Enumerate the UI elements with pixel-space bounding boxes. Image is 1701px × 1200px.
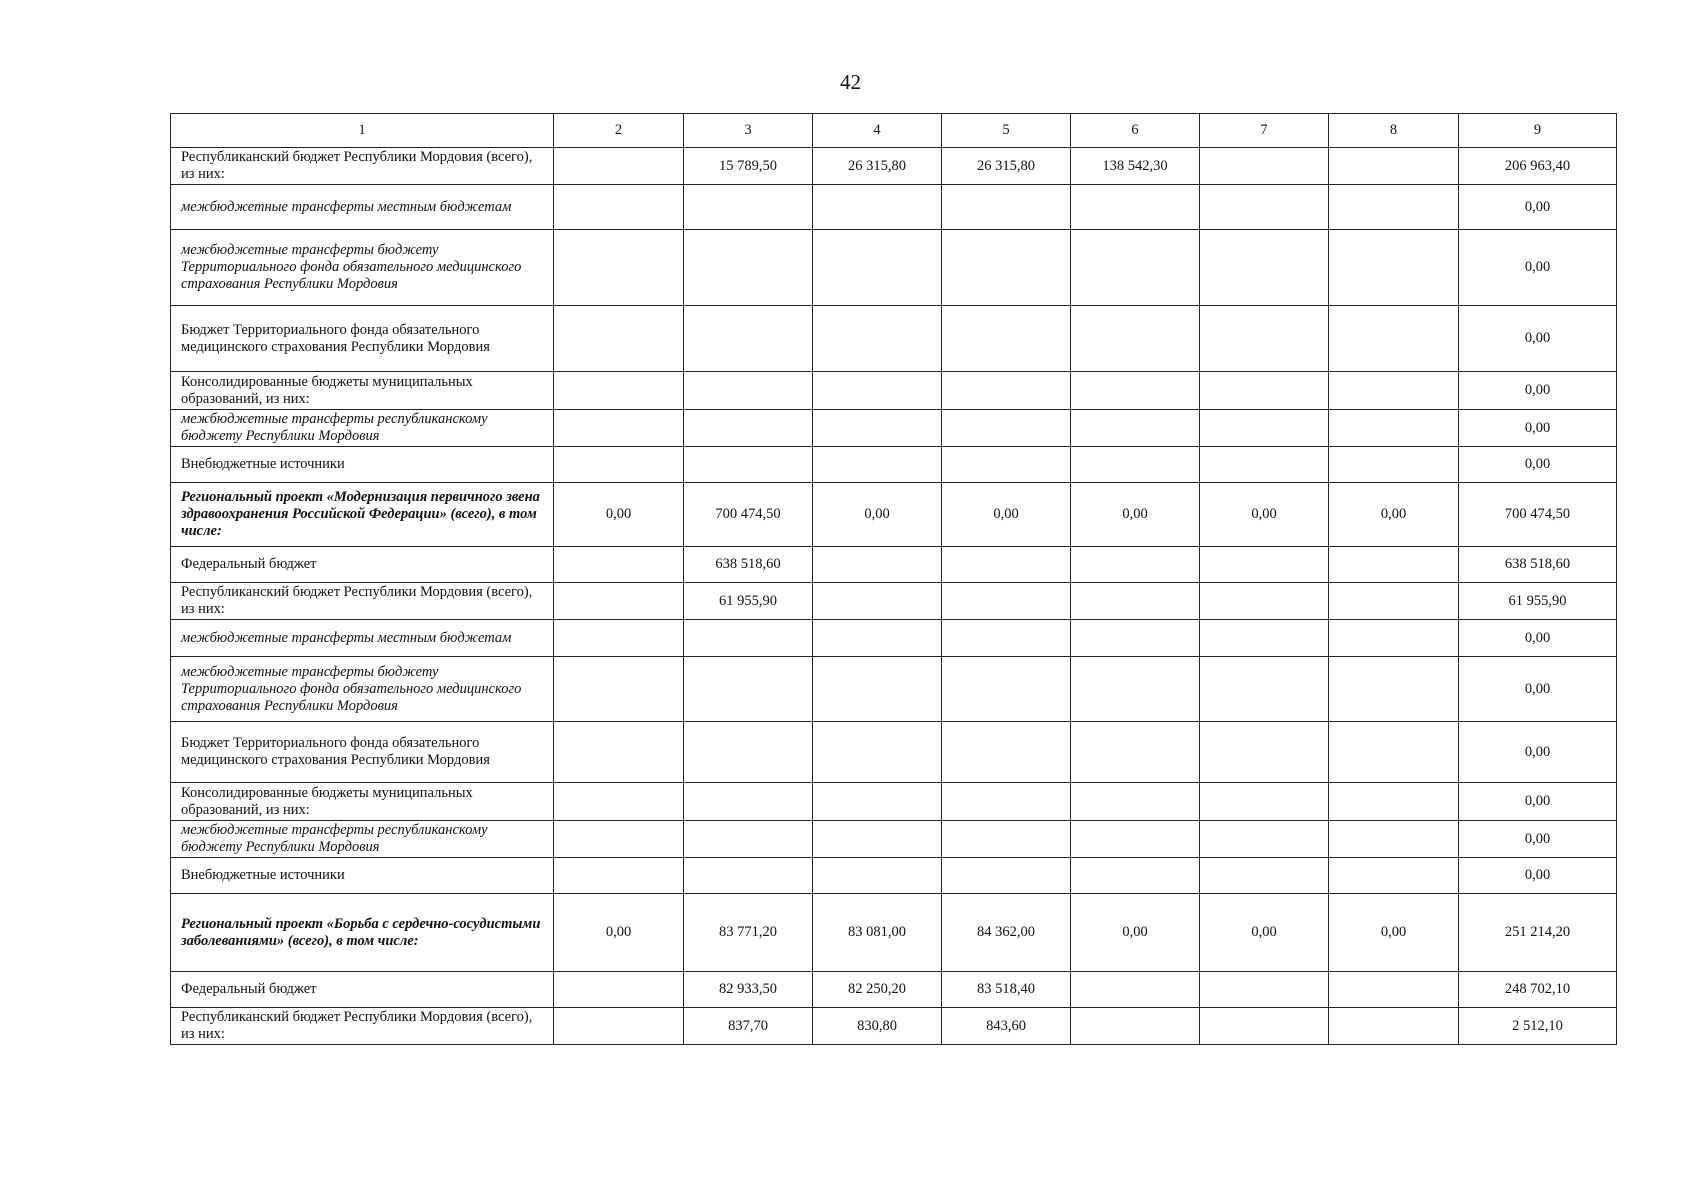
row-label: Внебюджетные источники (171, 447, 554, 483)
value-cell (554, 185, 684, 230)
value-cell (813, 583, 942, 620)
value-cell (1329, 306, 1459, 372)
value-cell (554, 547, 684, 583)
value-cell (942, 722, 1071, 783)
column-header: 7 (1200, 114, 1329, 148)
value-cell (1071, 230, 1200, 306)
table-row (171, 972, 1617, 1008)
value-cell (1071, 410, 1200, 447)
value-cell: 0,00 (1459, 410, 1617, 447)
value-cell (1329, 972, 1459, 1008)
value-cell: 26 315,80 (942, 148, 1071, 185)
value-cell: 83 518,40 (942, 972, 1071, 1008)
column-header: 9 (1459, 114, 1617, 148)
value-cell: 0,00 (1071, 483, 1200, 547)
value-cell (554, 858, 684, 894)
value-cell: 0,00 (1459, 657, 1617, 722)
value-cell (942, 185, 1071, 230)
value-cell (813, 858, 942, 894)
value-cell (1329, 620, 1459, 657)
value-cell (813, 372, 942, 410)
value-cell (1071, 972, 1200, 1008)
value-cell (813, 657, 942, 722)
header-row (171, 114, 1617, 148)
value-cell: 0,00 (1459, 783, 1617, 821)
table-row (171, 657, 1617, 722)
row-label: Федеральный бюджет (171, 972, 554, 1008)
value-cell (1071, 583, 1200, 620)
value-cell (1329, 783, 1459, 821)
row-label: межбюджетные трансферты бюджету Территориального фонда обязательного медицинского страхования Республики Мордовия (171, 230, 554, 306)
value-cell (1200, 583, 1329, 620)
value-cell (554, 583, 684, 620)
value-cell (813, 547, 942, 583)
value-cell (684, 410, 813, 447)
value-cell (684, 858, 813, 894)
value-cell (813, 447, 942, 483)
value-cell (554, 306, 684, 372)
value-cell: 248 702,10 (1459, 972, 1617, 1008)
value-cell: 0,00 (1459, 821, 1617, 858)
value-cell: 15 789,50 (684, 148, 813, 185)
row-label: Внебюджетные источники (171, 858, 554, 894)
value-cell (942, 783, 1071, 821)
value-cell (1200, 821, 1329, 858)
value-cell (554, 657, 684, 722)
value-cell (1329, 1008, 1459, 1045)
value-cell: 0,00 (1071, 894, 1200, 972)
value-cell: 0,00 (1200, 483, 1329, 547)
value-cell: 843,60 (942, 1008, 1071, 1045)
row-label: межбюджетные трансферты местным бюджетам (171, 620, 554, 657)
value-cell: 82 933,50 (684, 972, 813, 1008)
value-cell (554, 148, 684, 185)
value-cell (813, 410, 942, 447)
value-cell (1200, 185, 1329, 230)
value-cell: 61 955,90 (684, 583, 813, 620)
column-header: 1 (171, 114, 554, 148)
column-header: 3 (684, 114, 813, 148)
value-cell (554, 821, 684, 858)
table-row (171, 821, 1617, 858)
row-label: Бюджет Территориального фонда обязательного медицинского страхования Республики Мордовия (171, 722, 554, 783)
value-cell (684, 306, 813, 372)
table-row (171, 185, 1617, 230)
value-cell: 0,00 (1459, 372, 1617, 410)
value-cell (1329, 410, 1459, 447)
value-cell: 638 518,60 (1459, 547, 1617, 583)
value-cell (942, 372, 1071, 410)
page-number: 42 (840, 70, 861, 94)
column-header: 6 (1071, 114, 1200, 148)
value-cell (942, 620, 1071, 657)
column-header: 2 (554, 114, 684, 148)
value-cell (942, 821, 1071, 858)
value-cell (1071, 620, 1200, 657)
value-cell (1071, 447, 1200, 483)
value-cell (942, 583, 1071, 620)
value-cell: 61 955,90 (1459, 583, 1617, 620)
value-cell: 638 518,60 (684, 547, 813, 583)
value-cell (942, 306, 1071, 372)
value-cell: 830,80 (813, 1008, 942, 1045)
value-cell (554, 620, 684, 657)
value-cell (813, 620, 942, 657)
value-cell: 84 362,00 (942, 894, 1071, 972)
value-cell (1329, 185, 1459, 230)
value-cell (1071, 783, 1200, 821)
value-cell: 0,00 (1200, 894, 1329, 972)
value-cell (813, 821, 942, 858)
value-cell: 0,00 (942, 483, 1071, 547)
value-cell (1200, 620, 1329, 657)
table-row (171, 410, 1617, 447)
value-cell (942, 447, 1071, 483)
value-cell (554, 230, 684, 306)
value-cell (554, 783, 684, 821)
value-cell (942, 657, 1071, 722)
value-cell (554, 1008, 684, 1045)
value-cell: 0,00 (554, 483, 684, 547)
table-row (171, 722, 1617, 783)
value-cell (1329, 148, 1459, 185)
value-cell (1071, 821, 1200, 858)
value-cell (1200, 410, 1329, 447)
value-cell (1200, 372, 1329, 410)
value-cell: 0,00 (1459, 620, 1617, 657)
value-cell (1200, 972, 1329, 1008)
value-cell (554, 972, 684, 1008)
value-cell (1329, 447, 1459, 483)
value-cell: 0,00 (1459, 447, 1617, 483)
row-label: Региональный проект «Борьба с сердечно-сосудистыми заболеваниями» (всего), в том числе: (171, 894, 554, 972)
value-cell (1329, 230, 1459, 306)
row-label: Консолидированные бюджеты муниципальных образований, из них: (171, 783, 554, 821)
value-cell (1200, 722, 1329, 783)
table-row (171, 372, 1617, 410)
value-cell (813, 722, 942, 783)
value-cell: 83 081,00 (813, 894, 942, 972)
row-label: межбюджетные трансферты республиканскому бюджету Республики Мордовия (171, 410, 554, 447)
value-cell (1200, 447, 1329, 483)
value-cell (1200, 1008, 1329, 1045)
value-cell (1071, 657, 1200, 722)
value-cell (684, 372, 813, 410)
table-row (171, 148, 1617, 185)
table-row (171, 858, 1617, 894)
column-header: 4 (813, 114, 942, 148)
value-cell (1200, 230, 1329, 306)
column-header: 8 (1329, 114, 1459, 148)
value-cell (942, 547, 1071, 583)
value-cell (1200, 858, 1329, 894)
value-cell (684, 230, 813, 306)
value-cell (554, 372, 684, 410)
value-cell (1071, 858, 1200, 894)
budget-table (170, 113, 1617, 1045)
value-cell (1329, 722, 1459, 783)
table-row (171, 1008, 1617, 1045)
value-cell (684, 783, 813, 821)
row-label: Консолидированные бюджеты муниципальных образований, из них: (171, 372, 554, 410)
table-row (171, 230, 1617, 306)
table-row (171, 620, 1617, 657)
value-cell: 0,00 (554, 894, 684, 972)
value-cell (684, 657, 813, 722)
value-cell (1071, 547, 1200, 583)
value-cell (1329, 821, 1459, 858)
value-cell (942, 230, 1071, 306)
row-label: Бюджет Территориального фонда обязательного медицинского страхования Республики Мордовия (171, 306, 554, 372)
row-label: межбюджетные трансферты местным бюджетам (171, 185, 554, 230)
value-cell (554, 722, 684, 783)
value-cell (684, 620, 813, 657)
value-cell (684, 821, 813, 858)
value-cell (1200, 547, 1329, 583)
value-cell: 0,00 (1459, 230, 1617, 306)
value-cell: 82 250,20 (813, 972, 942, 1008)
value-cell (1329, 372, 1459, 410)
value-cell (942, 410, 1071, 447)
value-cell (813, 230, 942, 306)
value-cell (1329, 583, 1459, 620)
value-cell (1200, 148, 1329, 185)
value-cell: 700 474,50 (684, 483, 813, 547)
value-cell: 0,00 (1459, 722, 1617, 783)
value-cell (1329, 858, 1459, 894)
value-cell: 2 512,10 (1459, 1008, 1617, 1045)
row-label: Республиканский бюджет Республики Мордовия (всего), из них: (171, 148, 554, 185)
value-cell (1200, 657, 1329, 722)
row-label: Республиканский бюджет Республики Мордовия (всего), из них: (171, 583, 554, 620)
value-cell: 700 474,50 (1459, 483, 1617, 547)
value-cell (684, 722, 813, 783)
value-cell: 0,00 (1459, 185, 1617, 230)
value-cell: 138 542,30 (1071, 148, 1200, 185)
value-cell (813, 306, 942, 372)
table-row (171, 306, 1617, 372)
row-label: межбюджетные трансферты республиканскому бюджету Республики Мордовия (171, 821, 554, 858)
value-cell (1071, 372, 1200, 410)
value-cell: 0,00 (1329, 894, 1459, 972)
value-cell: 83 771,20 (684, 894, 813, 972)
value-cell (1071, 1008, 1200, 1045)
value-cell: 0,00 (1329, 483, 1459, 547)
value-cell (554, 410, 684, 447)
value-cell (813, 783, 942, 821)
value-cell (942, 858, 1071, 894)
value-cell (1329, 657, 1459, 722)
value-cell (1200, 783, 1329, 821)
value-cell: 251 214,20 (1459, 894, 1617, 972)
table-row (171, 483, 1617, 547)
row-label: Региональный проект «Модернизация первичного звена здравоохранения Российской Федерации» (всего), в том числе: (171, 483, 554, 547)
value-cell: 26 315,80 (813, 148, 942, 185)
value-cell: 206 963,40 (1459, 148, 1617, 185)
value-cell (1071, 722, 1200, 783)
table-row (171, 894, 1617, 972)
value-cell: 837,70 (684, 1008, 813, 1045)
value-cell (1071, 306, 1200, 372)
value-cell (1329, 547, 1459, 583)
value-cell (813, 185, 942, 230)
table-row (171, 447, 1617, 483)
column-header: 5 (942, 114, 1071, 148)
value-cell (1200, 306, 1329, 372)
value-cell (684, 447, 813, 483)
row-label: Республиканский бюджет Республики Мордовия (всего), из них: (171, 1008, 554, 1045)
table-row (171, 783, 1617, 821)
value-cell (1071, 185, 1200, 230)
table-body (171, 148, 1617, 1045)
value-cell (554, 447, 684, 483)
row-label: Федеральный бюджет (171, 547, 554, 583)
value-cell: 0,00 (1459, 306, 1617, 372)
value-cell: 0,00 (1459, 858, 1617, 894)
table-row (171, 547, 1617, 583)
row-label: межбюджетные трансферты бюджету Территориального фонда обязательного медицинского страхования Республики Мордовия (171, 657, 554, 722)
value-cell (684, 185, 813, 230)
value-cell: 0,00 (813, 483, 942, 547)
table-row (171, 583, 1617, 620)
